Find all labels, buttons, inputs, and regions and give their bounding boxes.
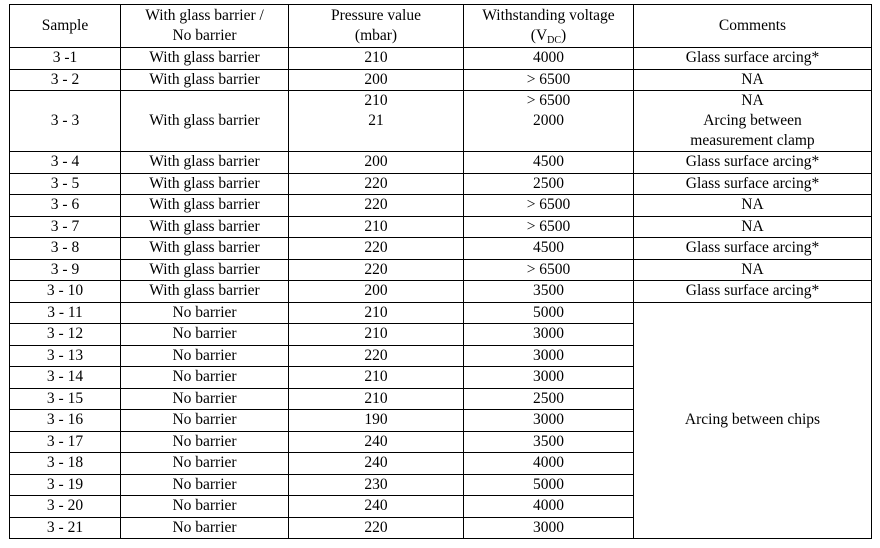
cell-barrier: With glass barrier [121, 91, 289, 152]
table-row [10, 69, 872, 91]
cell-barrier: With glass barrier [121, 173, 289, 195]
cell-barrier: With glass barrier [121, 281, 289, 303]
table-row [10, 238, 872, 260]
cell-voltage: > 6500 [464, 216, 634, 238]
table-row [10, 195, 872, 217]
cell-voltage: 3000 [464, 410, 634, 432]
cell-barrier: No barrier [121, 474, 289, 496]
cell-barrier: No barrier [121, 367, 289, 389]
cell-voltage: 4000 [464, 453, 634, 475]
cell-comment: Glass surface arcing* [634, 152, 872, 174]
cell-pressure: 220 [289, 173, 464, 195]
cell-voltage: 5000 [464, 474, 634, 496]
cell-pressure: 210 [289, 324, 464, 346]
cell-pressure: 220 [289, 345, 464, 367]
comment-a: NA [741, 92, 764, 109]
cell-voltage: 4500 [464, 152, 634, 174]
cell-barrier: With glass barrier [121, 238, 289, 260]
cell-barrier: No barrier [121, 517, 289, 539]
results-table [9, 4, 872, 539]
cell-comment: NA [634, 259, 872, 281]
cell-voltage: 4000 [464, 496, 634, 518]
cell-pressure: 240 [289, 431, 464, 453]
cell-pressure: 230 [289, 474, 464, 496]
header-barrier: With glass barrier / No barrier [121, 5, 289, 48]
cell-sample: 3 - 9 [10, 259, 121, 281]
header-comments: Comments [634, 5, 872, 48]
cell-pressure: 200 [289, 152, 464, 174]
cell-comment: Glass surface arcing* [634, 238, 872, 260]
pressure-value-b: 21 [368, 112, 384, 129]
cell-sample: 3 - 21 [10, 517, 121, 539]
cell-voltage: 5000 [464, 302, 634, 324]
cell-sample: 3 - 10 [10, 281, 121, 303]
cell-voltage: 2500 [464, 388, 634, 410]
cell-sample: 3 - 2 [10, 69, 121, 91]
cell-voltage: 3000 [464, 517, 634, 539]
cell-sample: 3 - 11 [10, 302, 121, 324]
merged-comment-cell: Arcing between chips [634, 302, 872, 539]
cell-comment: NA [634, 69, 872, 91]
cell-sample: 3 - 8 [10, 238, 121, 260]
cell-pressure: 200 [289, 69, 464, 91]
cell-pressure: 210 [289, 216, 464, 238]
cell-pressure: 210 [289, 48, 464, 70]
cell-barrier: No barrier [121, 324, 289, 346]
cell-pressure: 220 [289, 195, 464, 217]
cell-sample: 3 - 20 [10, 496, 121, 518]
comment-b-line1: Arcing between [703, 112, 802, 129]
cell-sample: 3 - 16 [10, 410, 121, 432]
cell-sample: 3 - 13 [10, 345, 121, 367]
table-row [10, 91, 872, 152]
cell-voltage: 3000 [464, 324, 634, 346]
cell-sample: 3 -1 [10, 48, 121, 70]
cell-voltage: 4000 [464, 48, 634, 70]
cell-comment: Glass surface arcing* [634, 48, 872, 70]
cell-barrier: With glass barrier [121, 69, 289, 91]
cell-pressure: 220 [289, 517, 464, 539]
cell-voltage: > 6500 [464, 69, 634, 91]
cell-sample: 3 - 3 [10, 91, 121, 152]
cell-pressure: 210 [289, 367, 464, 389]
cell-barrier: No barrier [121, 496, 289, 518]
cell-barrier: No barrier [121, 388, 289, 410]
voltage-value-b: 2000 [533, 112, 564, 129]
cell-barrier: No barrier [121, 302, 289, 324]
table-row [10, 216, 872, 238]
table-row [10, 48, 872, 70]
cell-sample: 3 - 19 [10, 474, 121, 496]
cell-barrier: With glass barrier [121, 48, 289, 70]
cell-voltage: 3000 [464, 367, 634, 389]
cell-pressure: 200 [289, 281, 464, 303]
cell-barrier: No barrier [121, 453, 289, 475]
cell-pressure: 240 [289, 453, 464, 475]
cell-barrier: No barrier [121, 345, 289, 367]
cell-sample: 3 - 12 [10, 324, 121, 346]
cell-comment: NA [634, 195, 872, 217]
cell-barrier: No barrier [121, 410, 289, 432]
cell-pressure [289, 91, 464, 152]
cell-pressure: 210 [289, 302, 464, 324]
table-row [10, 259, 872, 281]
cell-comment [634, 91, 872, 152]
voltage-value-a: > 6500 [526, 92, 571, 109]
cell-voltage: 4500 [464, 238, 634, 260]
cell-comment: Glass surface arcing* [634, 281, 872, 303]
cell-voltage [464, 91, 634, 152]
cell-voltage: > 6500 [464, 195, 634, 217]
cell-voltage: 2500 [464, 173, 634, 195]
header-voltage: Withstanding voltage $(V_{DC})$ [464, 5, 634, 48]
table-row [10, 173, 872, 195]
cell-barrier: No barrier [121, 431, 289, 453]
cell-barrier: With glass barrier [121, 216, 289, 238]
pressure-value-a: 210 [364, 92, 388, 109]
cell-barrier: With glass barrier [121, 259, 289, 281]
cell-comment: NA [634, 216, 872, 238]
header-row [10, 5, 872, 48]
cell-sample: 3 - 17 [10, 431, 121, 453]
cell-barrier: With glass barrier [121, 195, 289, 217]
table-row [10, 302, 872, 324]
table-row [10, 152, 872, 174]
cell-pressure: 210 [289, 388, 464, 410]
header-sample: Sample [10, 5, 121, 48]
cell-comment: Glass surface arcing* [634, 173, 872, 195]
cell-voltage: > 6500 [464, 259, 634, 281]
cell-sample: 3 - 6 [10, 195, 121, 217]
table-row [10, 281, 872, 303]
cell-pressure: 240 [289, 496, 464, 518]
cell-sample: 3 - 14 [10, 367, 121, 389]
comment-b-line2: measurement clamp [690, 132, 815, 149]
cell-pressure: 190 [289, 410, 464, 432]
cell-sample: 3 - 7 [10, 216, 121, 238]
cell-voltage: 3500 [464, 431, 634, 453]
cell-voltage: 3000 [464, 345, 634, 367]
header-pressure: Pressure value (mbar) [289, 5, 464, 48]
cell-sample: 3 - 15 [10, 388, 121, 410]
cell-voltage: 3500 [464, 281, 634, 303]
cell-sample: 3 - 18 [10, 453, 121, 475]
cell-pressure: 220 [289, 259, 464, 281]
cell-sample: 3 - 5 [10, 173, 121, 195]
cell-barrier: With glass barrier [121, 152, 289, 174]
cell-pressure: 220 [289, 238, 464, 260]
cell-sample: 3 - 4 [10, 152, 121, 174]
